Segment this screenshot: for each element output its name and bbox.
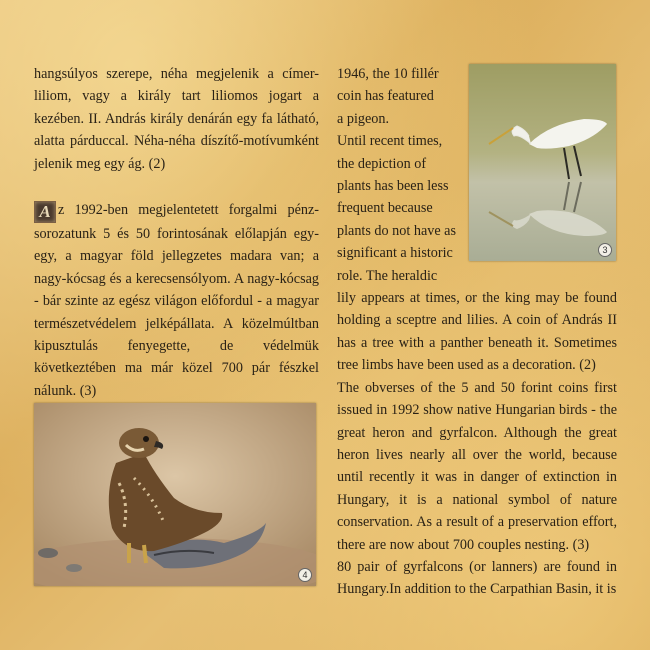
- right-paragraph-3: 80 pair of gyrfalcons (or lanners) are found in Hungary.In addition to the Carpathian Basin, it is: [337, 558, 617, 598]
- text-line: plants has been less: [337, 178, 449, 195]
- text-line: frequent because: [337, 200, 433, 217]
- text-line: Until recent times,: [337, 133, 443, 150]
- text-line: significant a historic: [337, 245, 453, 262]
- text-line: 1946, the 10 fillér: [337, 66, 439, 82]
- right-column: [337, 63, 617, 601]
- figure-number-badge: 4: [298, 568, 312, 582]
- text-line: the depiction of: [337, 155, 427, 172]
- drop-cap-initial: A: [34, 201, 56, 223]
- right-intro-text: [337, 63, 463, 287]
- right-paragraph-continuation: lily appears at times, or the king may be found holding a sceptre and lilies. A coin of András II has a tree with a panther beneath it. Sometimes tree limbs have been used as a decoration. (2): [337, 290, 617, 374]
- falcon-photo: [34, 403, 316, 586]
- falcon-illustration: [34, 403, 316, 586]
- text-line: a pigeon.: [337, 110, 390, 127]
- text-line: coin has featured: [337, 88, 434, 105]
- text-line: plants do not have as: [337, 222, 456, 239]
- left-column: [34, 63, 319, 448]
- text-line: role. The heraldic: [337, 267, 438, 284]
- figure-number-badge: 3: [598, 243, 612, 257]
- left-paragraph-2-text: z 1992-ben megjelentetett forgalmi pénz-sorozatunk 5 és 50 forintosának előlapján egy-egy, a magyar föld jellegzetes madara van; a nagy-kócsag és a kerecsensólyom. A nagy-kócsag - bár szinte az egész világon előfordul - a magyar természetvédelem jelképállata. A közelmúltban kipusztulás fenyegette, de védelmük következtében ma már közel 700 pár fészkel nálunk. (3): [34, 202, 319, 399]
- right-paragraph-2: The obverses of the 5 and 50 forint coins first issued in 1992 show native Hungarian birds - the great heron and gyrfalcon. Although the great heron lives nearly all over the world, because until recently it was in danger of extinction in Hungary, it is a national symbol of nature conservation. As a result of a preservation effort, there are now about 700 couples nesting. (3): [337, 379, 617, 553]
- left-paragraph-2: [34, 199, 319, 402]
- right-body: [337, 287, 617, 601]
- left-paragraph-1: hangsúlyos szerepe, néha megjelenik a címer-liliom, vagy a király tart liliomos jogart a kezében. II. András király denárán egy fa látható, alatta párduccal. Néha-néha díszítő-motívumként jelenik meg egy ág. (2): [34, 66, 319, 172]
